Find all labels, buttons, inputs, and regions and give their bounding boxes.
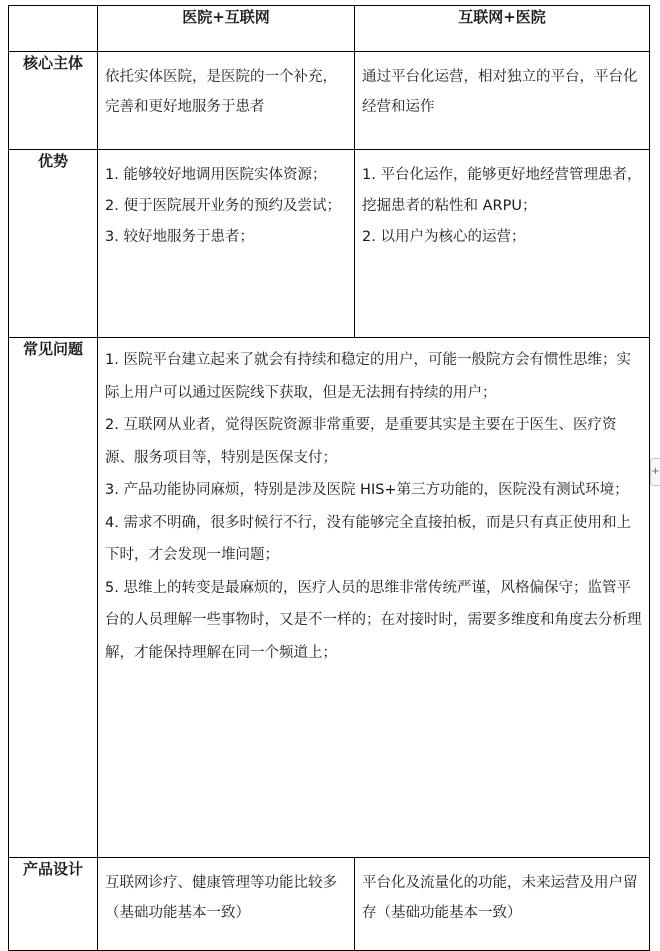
row-advantages (9, 150, 650, 338)
header-row (9, 6, 650, 52)
cell-paragraph: 1. 医院平台建立起来了就会有持续和稳定的用户，可能一般院方会有惯性思维；实际上用户可以通过医院线下获取，但是无法拥有持续的用户； (105, 352, 631, 401)
cell-paragraph: 4. 需求不明确，很多时候行不行，没有能够完全直接拍板，而是只有真正使用和上下时，才会发现一堆问题； (105, 514, 631, 563)
row-product-design (9, 858, 650, 951)
cell-hospital-plus-internet (98, 858, 355, 951)
comparison-table (8, 5, 650, 951)
cell-internet-plus-hospital (355, 858, 650, 951)
cell-paragraph: 3. 较好地服务于患者； (105, 229, 254, 245)
cell-paragraph: 2. 互联网从业者，觉得医院资源非常重要，是重要其实是主要在于医生、医疗资源、服务项目等，特别是医保支付； (105, 417, 617, 466)
header-corner (9, 6, 98, 52)
cell-merged-problems (98, 338, 650, 858)
cell-paragraph: 通过平台化运营，相对独立的平台，平台化经营和运作 (362, 69, 638, 115)
cell-paragraph: 3. 产品功能协同麻烦，特别是涉及医院 HIS+第三方功能的，医院没有测试环境； (105, 482, 629, 498)
row-label: 核心主体 (9, 52, 98, 150)
cell-paragraph: 1. 平台化运作，能够更好地经营管理患者，挖掘患者的粘性和 ARPU； (362, 167, 642, 214)
row-common-problems (9, 338, 650, 858)
cell-hospital-plus-internet (98, 52, 355, 150)
cell-paragraph: 2. 便于医院展开业务的预约及尝试； (105, 198, 341, 214)
cell-paragraph: 平台化及流量化的功能，未来运营及用户留存（基础功能基本一致） (362, 875, 638, 921)
header-hospital-plus-internet: 医院+互联网 (98, 6, 355, 52)
cell-paragraph: 互联网诊疗、健康管理等功能比较多（基础功能基本一致） (105, 875, 337, 921)
row-label: 优势 (9, 150, 98, 338)
cell-internet-plus-hospital (355, 150, 650, 338)
row-core-subject (9, 52, 650, 150)
add-icon[interactable]: + (650, 458, 660, 486)
cell-paragraph: 1. 能够较好地调用医院实体资源； (105, 167, 327, 183)
row-label: 产品设计 (9, 858, 98, 951)
cell-internet-plus-hospital (355, 52, 650, 150)
cell-paragraph: 5. 思维上的转变是最麻烦的，医疗人员的思维非常传统严谨，风格偏保守；监管平台的人员理解一些事物时，又是不一样的；在对接时时，需要多维度和角度去分析理解，才能保持理解在同一个频道上； (105, 579, 642, 661)
row-label: 常见问题 (9, 338, 98, 858)
cell-paragraph: 2. 以用户为核心的运营； (362, 229, 526, 245)
cell-hospital-plus-internet (98, 150, 355, 338)
cell-paragraph: 依托实体医院，是医院的一个补充，完善和更好地服务于患者 (105, 69, 337, 115)
header-internet-plus-hospital: 互联网+医院 (355, 6, 650, 52)
